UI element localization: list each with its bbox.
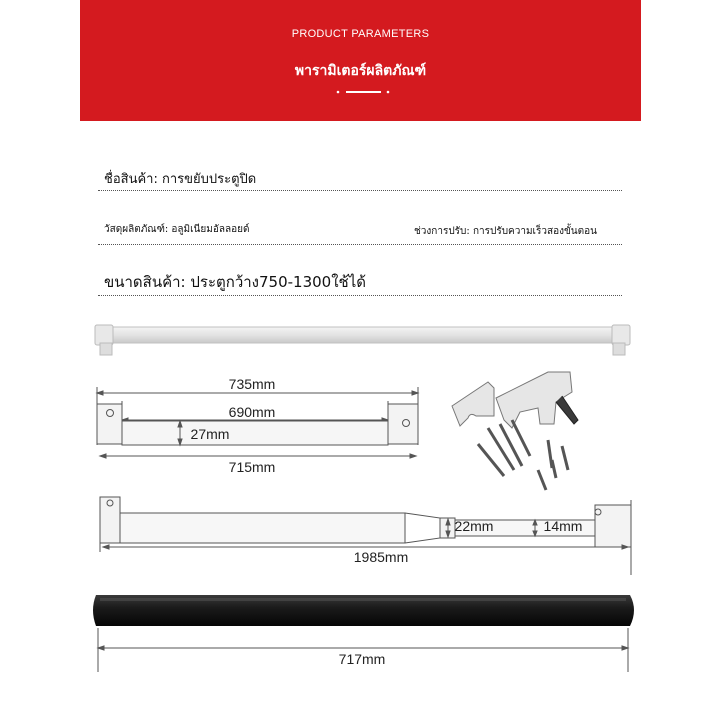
dim-1985: 1985mm xyxy=(353,549,409,565)
dim-22: 22mm xyxy=(454,518,494,534)
dim-715: 715mm xyxy=(228,459,276,475)
dim-14: 14mm xyxy=(543,518,583,534)
spec-adjust-range: ช่วงการปรับ: การปรับความเร็วสองขั้นตอน xyxy=(414,226,597,237)
dim-735: 735mm xyxy=(228,376,276,392)
accessories-photo xyxy=(452,372,578,490)
spec-product-name: ชื่อสินค้า: การขยับประตูปิด xyxy=(104,172,257,187)
spec-material: วัสดุผลิตภัณฑ์: อลูมิเนียมอัลลอยด์ xyxy=(104,224,250,235)
spec-size: ขนาดสินค้า: ประตูกว้าง750-1300ใช้ได้ xyxy=(104,273,366,291)
dim-690: 690mm xyxy=(228,404,276,420)
diagram-closed xyxy=(97,387,418,458)
header-title-th: พารามิเตอร์ผลิตภัณฑ์ xyxy=(294,63,427,79)
silver-closer-photo xyxy=(95,325,630,355)
dim-27: 27mm xyxy=(190,426,230,442)
dim-717: 717mm xyxy=(338,651,386,667)
header-title-en: PRODUCT PARAMETERS xyxy=(291,28,430,40)
black-closer-photo xyxy=(93,595,634,626)
